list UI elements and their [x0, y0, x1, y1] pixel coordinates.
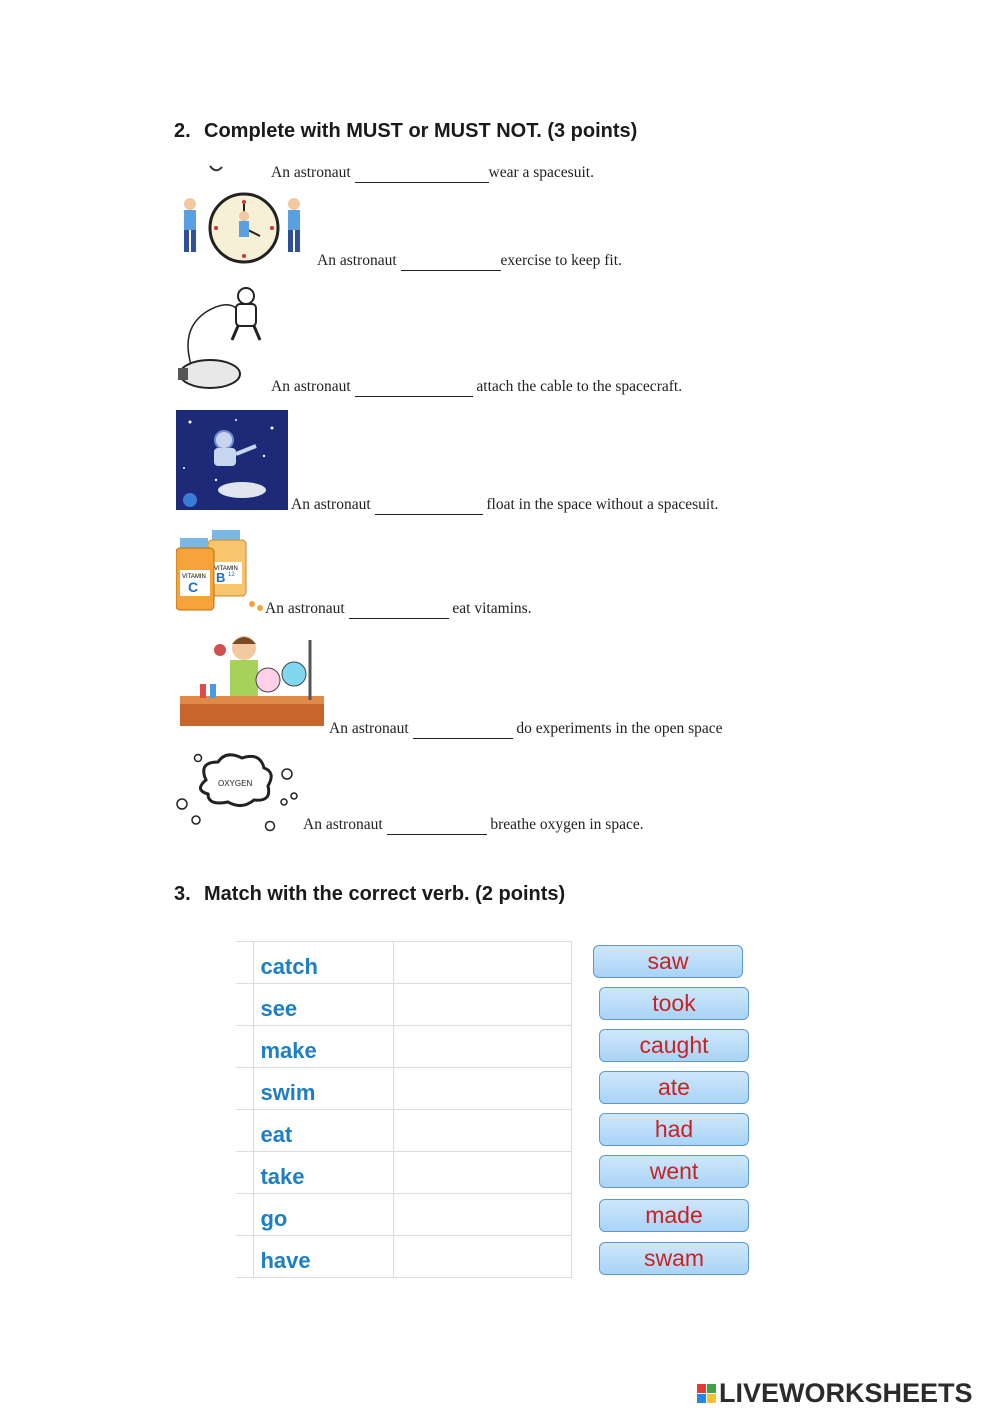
drop-target[interactable] — [394, 1152, 572, 1194]
question-sentence — [329, 720, 723, 739]
option-chip-caught[interactable]: caught — [599, 1029, 749, 1062]
verb-cell: take — [254, 1152, 394, 1194]
table-row — [236, 1194, 572, 1236]
drop-target[interactable] — [394, 1110, 572, 1152]
oxygen-label: OXYGEN — [218, 779, 253, 788]
section-3-title: Match with the correct verb. (2 points) — [204, 883, 566, 905]
spacesuit-icon — [208, 164, 224, 174]
verb-cell: make — [254, 1026, 394, 1068]
sentence-end: attach the cable to the spacecraft. — [476, 378, 683, 395]
vitamin-b-letter: B — [216, 570, 226, 585]
sentence-start: An astronaut — [265, 600, 345, 617]
vitamin-c-label: VITAMIN — [182, 574, 206, 580]
vitamin-b-number: 12 — [228, 572, 235, 578]
liveworksheets-logo — [697, 1378, 973, 1408]
answer-input-1[interactable] — [355, 167, 489, 183]
question-item-6 — [176, 630, 776, 742]
verb-cell: catch — [254, 942, 394, 984]
verb-cell: swim — [254, 1068, 394, 1110]
question-sentence — [271, 378, 682, 397]
question-item-5 — [176, 526, 776, 622]
option-chip-took[interactable]: took — [599, 987, 749, 1020]
option-chip-saw[interactable]: saw — [593, 945, 743, 978]
sentence-start: An astronaut — [271, 378, 351, 395]
question-item-2 — [176, 190, 776, 274]
option-chip-went[interactable]: went — [599, 1155, 749, 1188]
drop-target[interactable] — [394, 942, 572, 984]
option-chip-swam[interactable]: swam — [599, 1242, 749, 1275]
question-item-1 — [176, 158, 776, 188]
table-row — [236, 984, 572, 1026]
question-item-7 — [176, 750, 776, 840]
drop-target[interactable] — [394, 984, 572, 1026]
sentence-start: An astronaut — [271, 164, 351, 181]
sentence-start: An astronaut — [303, 816, 383, 833]
tethered-astronaut-icon — [176, 282, 272, 392]
question-sentence — [271, 164, 594, 183]
question-item-4 — [176, 410, 776, 514]
drop-target[interactable] — [394, 1194, 572, 1236]
answer-input-3[interactable] — [355, 381, 473, 397]
vitamin-b-label: VITAMIN — [214, 566, 238, 572]
answer-input-6[interactable] — [413, 723, 513, 739]
floating-astronaut-icon — [176, 410, 288, 510]
sentence-end: breathe oxygen in space. — [490, 816, 644, 833]
table-row — [236, 1152, 572, 1194]
table-row — [236, 1026, 572, 1068]
section-3-heading — [174, 883, 565, 906]
question-sentence — [317, 252, 622, 271]
verb-cell: eat — [254, 1110, 394, 1152]
oxygen-bubble-icon — [176, 750, 302, 834]
matching-table — [236, 941, 572, 1278]
drop-target[interactable] — [394, 1026, 572, 1068]
sentence-start: An astronaut — [291, 496, 371, 513]
logo-grid-icon — [697, 1384, 716, 1403]
sentence-end: do experiments in the open space — [516, 720, 723, 737]
section-2-heading — [174, 120, 637, 143]
logo-text: LIVEWORKSHEETS — [719, 1377, 973, 1408]
sentence-end: float in the space without a spacesuit. — [486, 496, 719, 513]
option-chip-ate[interactable]: ate — [599, 1071, 749, 1104]
question-sentence — [291, 496, 718, 515]
verb-cell: see — [254, 984, 394, 1026]
table-row — [236, 1068, 572, 1110]
verb-cell: go — [254, 1194, 394, 1236]
option-chip-had[interactable]: had — [599, 1113, 749, 1146]
drop-target[interactable] — [394, 1236, 572, 1278]
table-row — [236, 1110, 572, 1152]
sentence-end: eat vitamins. — [452, 600, 532, 617]
vitamin-c-letter: C — [188, 579, 199, 595]
option-chip-made[interactable]: made — [599, 1199, 749, 1232]
answer-input-5[interactable] — [349, 603, 449, 619]
sentence-start: An astronaut — [317, 252, 397, 269]
section-2-title: Complete with MUST or MUST NOT. (3 points) — [204, 120, 638, 142]
table-row — [236, 942, 572, 984]
section-3-number: 3. — [174, 883, 191, 905]
question-sentence — [265, 600, 532, 619]
drop-target[interactable] — [394, 1068, 572, 1110]
question-sentence — [303, 816, 644, 835]
vitamin-bottles-icon — [176, 526, 268, 616]
lab-experiment-icon — [180, 630, 324, 732]
table-row — [236, 1236, 572, 1278]
answer-input-7[interactable] — [387, 819, 487, 835]
question-item-3 — [176, 282, 776, 398]
exercise-clock-icon — [176, 190, 312, 268]
sentence-end: exercise to keep fit. — [500, 252, 622, 269]
sentence-end: wear a spacesuit. — [488, 164, 594, 181]
verb-cell: have — [254, 1236, 394, 1278]
answer-input-4[interactable] — [375, 499, 483, 515]
answer-input-2[interactable] — [401, 255, 501, 271]
section-2-number: 2. — [174, 120, 191, 142]
sentence-start: An astronaut — [329, 720, 409, 737]
